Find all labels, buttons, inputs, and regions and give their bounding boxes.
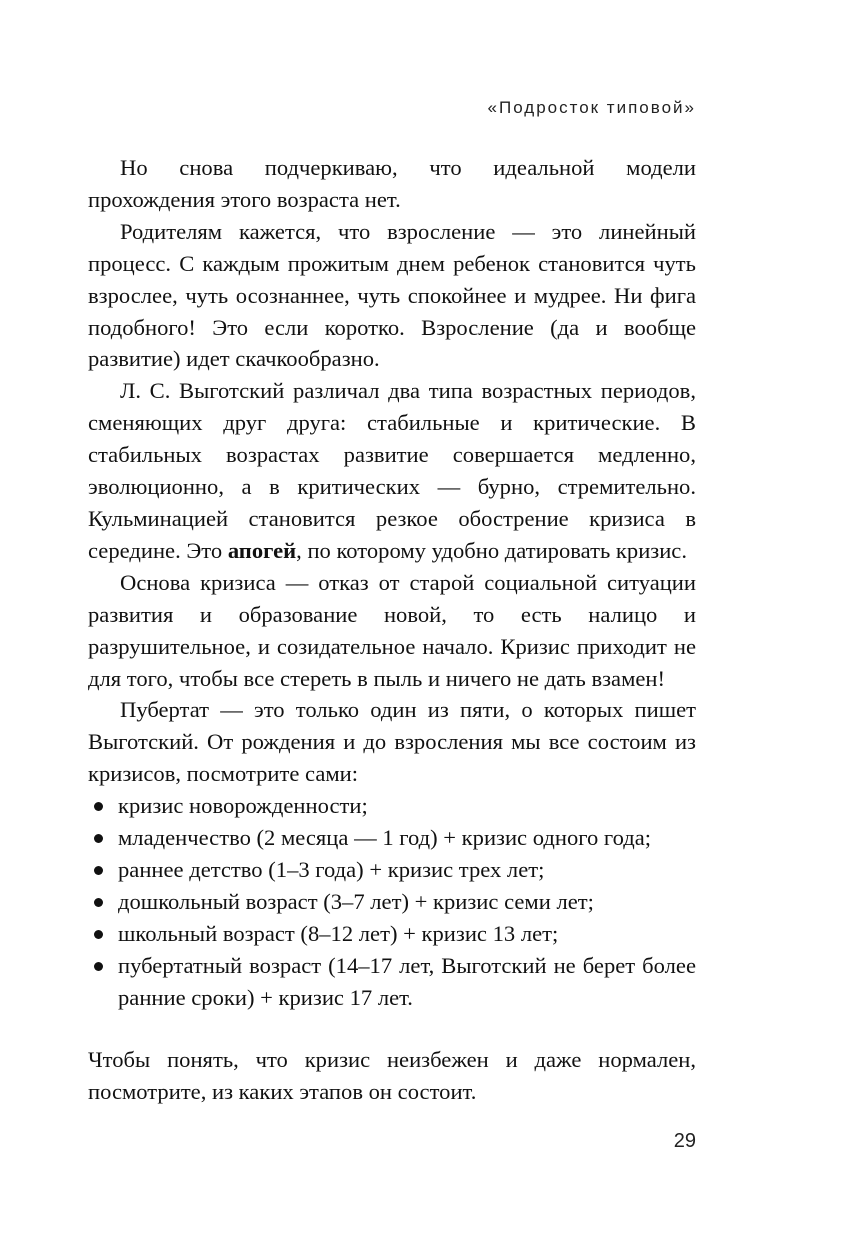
paragraph-puberty-intro: Пубертат — это только один из пяти, о которых пишет Выготский. От рождения и до взросления мы все состоим из кризисов, посмотрите сами: bbox=[88, 697, 696, 787]
vygotsky-text-end: , по которому удобно датировать кризис. bbox=[296, 537, 687, 563]
list-item bbox=[88, 822, 696, 854]
bullet-icon bbox=[94, 898, 103, 907]
vygotsky-text-start: Л. С. Выготский различал два типа возрастных периодов, сменяющих друг друга: стабильные и критические. В стабильных возрастах развитие совершается медленно, эволюционно, а в критических — бурно, стремительно. Кульминацией становится резкое обострение кризиса в середине. Это bbox=[88, 378, 696, 563]
list-item bbox=[88, 886, 696, 918]
list-item-text: школьный возраст (8–12 лет) + кризис 13 лет; bbox=[118, 920, 559, 946]
paragraph-no-ideal-model: Но снова подчеркиваю, что идеальной модели прохождения этого возраста нет. bbox=[88, 155, 696, 212]
paragraph-closing: Чтобы понять, что кризис неизбежен и даже нормален, посмотрите, из каких этапов он состоит. bbox=[88, 1047, 696, 1105]
paragraph-crisis-basis: Основа кризиса — отказ от старой социальной ситуации развития и образование новой, то есть налицо и разрушительное, и созидательное начало. Кризис приходит не для того, чтобы все стереть в пыль и ничего не дать взамен! bbox=[88, 569, 696, 691]
list-item bbox=[88, 918, 696, 950]
body-text bbox=[88, 152, 696, 1108]
list-item bbox=[88, 854, 696, 886]
bullet-icon bbox=[94, 834, 103, 843]
list-item-text: младенчество (2 месяца — 1 год) + кризис одного года; bbox=[118, 825, 652, 851]
bullet-icon bbox=[94, 930, 103, 939]
list-item bbox=[88, 950, 696, 1014]
list-item bbox=[88, 790, 696, 822]
running-header: «Подросток типовой» bbox=[487, 98, 696, 117]
page-number: 29 bbox=[673, 1130, 696, 1152]
term-apogee: апогей bbox=[227, 537, 297, 563]
list-item-text: кризис новорожденности; bbox=[118, 793, 368, 819]
crisis-list bbox=[88, 790, 696, 1013]
bullet-icon bbox=[94, 962, 103, 971]
list-item-text: раннее детство (1–3 года) + кризис трех лет; bbox=[118, 856, 545, 882]
list-item-text: пубертатный возраст (14–17 лет, Выготский не берет более ранние сроки) + кризис 17 лет. bbox=[118, 952, 696, 1010]
paragraph-linear-process: Родителям кажется, что взросление — это линейный процесс. С каждым прожитым днем ребенок становится чуть взрослее, чуть осознаннее, чуть спокойнее и мудрее. Ни фига подобного! Это если коротко. Взросление (да и вообще развитие) идет скачкообразно. bbox=[88, 218, 696, 372]
book-page bbox=[88, 0, 696, 1240]
bullet-icon bbox=[94, 802, 103, 811]
paragraph-vygotsky-periods bbox=[88, 375, 696, 566]
list-item-text: дошкольный возраст (3–7 лет) + кризис семи лет; bbox=[118, 888, 594, 914]
bullet-icon bbox=[94, 866, 103, 875]
